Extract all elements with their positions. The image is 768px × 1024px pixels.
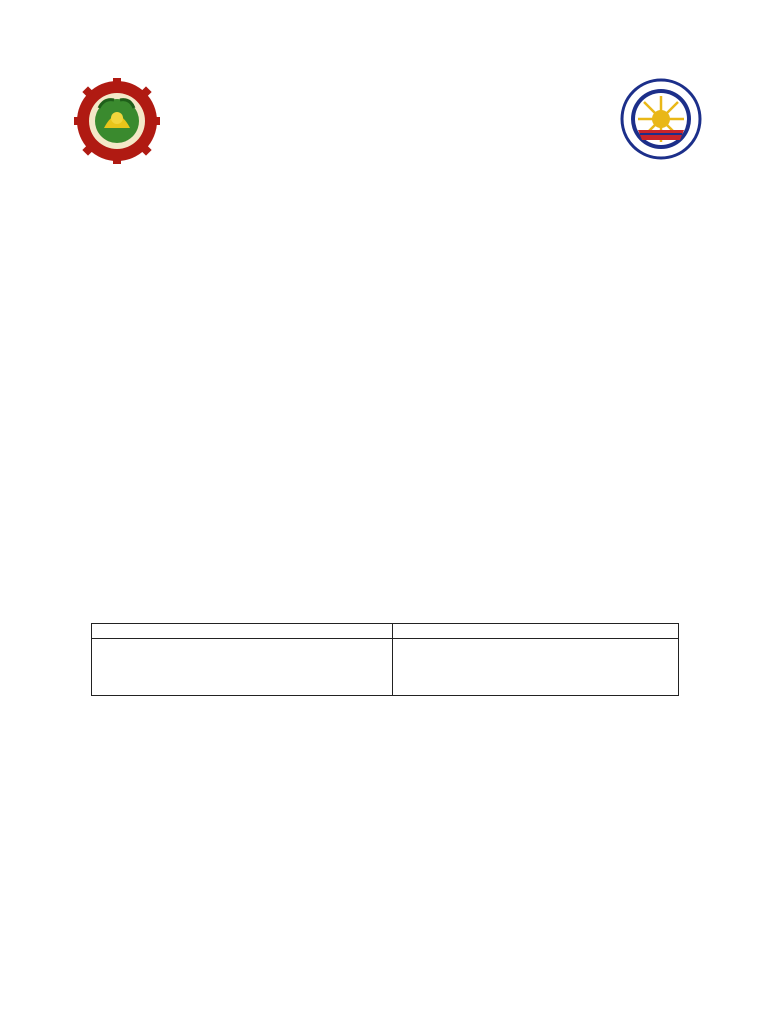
activity-table [91,623,679,696]
college-seal-icon [74,78,160,164]
col-teacher-header [92,624,393,639]
ched-seal-icon [620,78,702,160]
teacher-activity-cell [92,639,393,696]
students-activity-cell [393,639,679,696]
col-students-header [393,624,679,639]
students-line1 [433,667,674,681]
students-line2 [433,681,674,695]
